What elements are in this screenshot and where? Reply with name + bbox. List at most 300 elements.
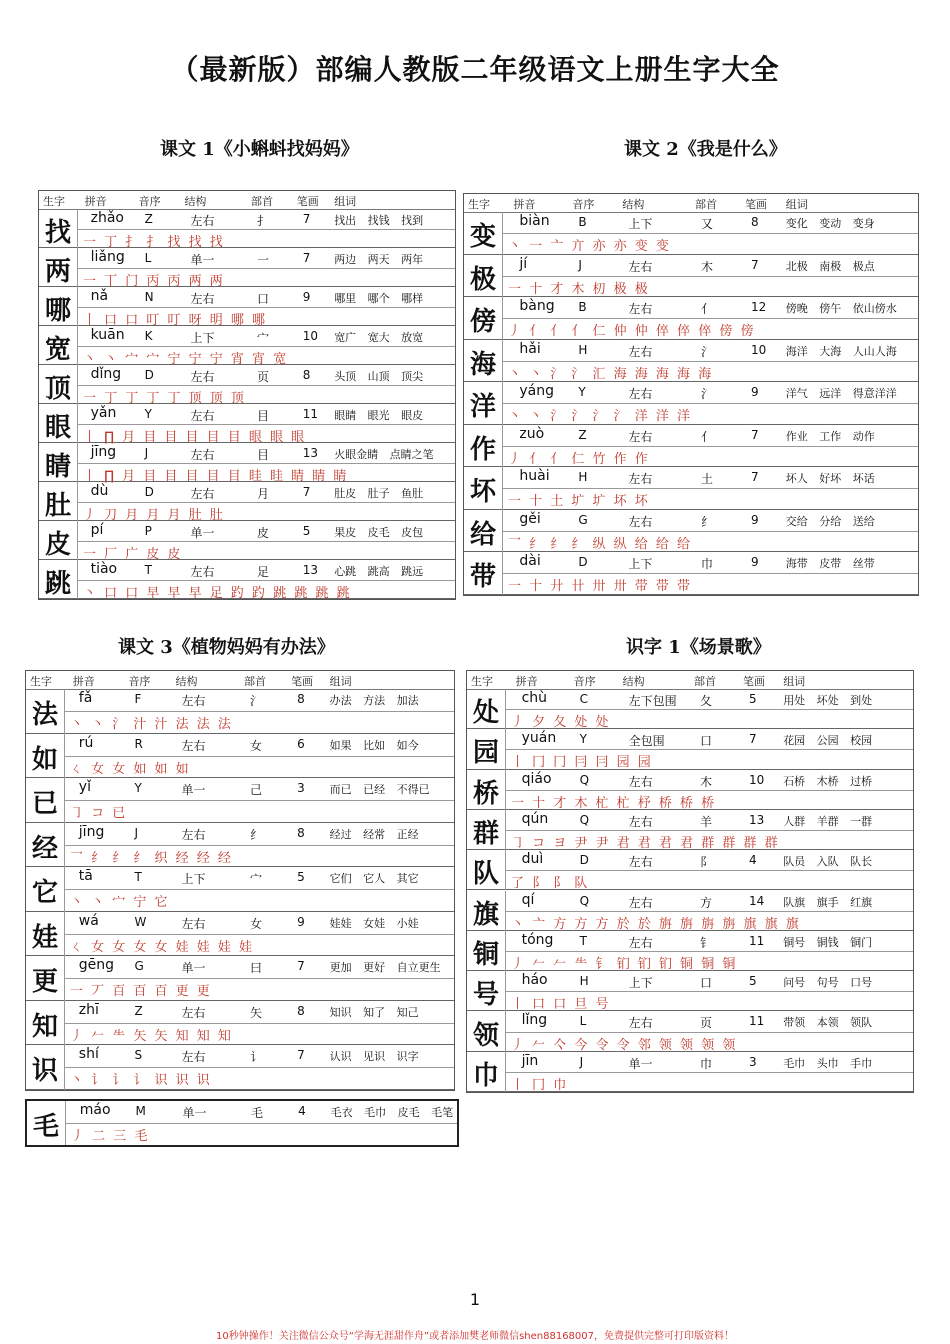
character: 队 <box>472 859 499 890</box>
column-header: 部首 <box>694 675 716 688</box>
row-border <box>26 1089 454 1090</box>
cell-structure: 单一 <box>182 1105 207 1120</box>
column-header: 拼音 <box>515 675 538 688</box>
cell-radical: 亻 <box>701 302 714 316</box>
column-divider <box>502 212 503 255</box>
cell-radical: 女 <box>250 738 263 753</box>
column-header: 结构 <box>184 195 207 208</box>
cell-strokes: 12 <box>750 300 767 314</box>
cell-radical: 氵 <box>701 387 714 401</box>
character: 哪 <box>44 295 71 326</box>
table-row <box>26 912 454 957</box>
cell-initial: Y <box>144 407 153 421</box>
stroke-order: 丿 𠂉 ⺧ 矢 矢 知 知 知 <box>70 1028 233 1044</box>
cell-words: 心跳 跳高 跳远 <box>334 565 424 578</box>
cell-pinyin: jīng <box>90 444 117 460</box>
cell-structure: 全包围 <box>628 734 665 749</box>
cell-initial: Q <box>579 812 590 827</box>
column-header: 拼音 <box>72 675 95 688</box>
cell-pinyin: qí <box>521 891 535 908</box>
stroke-order: 丶 丶 宀 宁 它 <box>70 895 170 911</box>
cell-strokes: 7 <box>750 257 759 272</box>
column-divider <box>505 891 506 931</box>
cell-pinyin: dù <box>90 483 109 499</box>
cell-structure: 左右 <box>628 514 653 529</box>
cell-strokes: 3 <box>297 781 305 795</box>
cell-radical: 矢 <box>250 1005 263 1020</box>
column-divider <box>502 467 503 510</box>
row-divider <box>505 1072 913 1073</box>
table-row <box>26 778 454 823</box>
column-divider <box>505 689 506 729</box>
cell-words: 毛衣 毛巾 皮毛 毛笔 <box>330 1105 454 1119</box>
cell-radical: 皮 <box>257 526 270 540</box>
table-row <box>39 443 455 482</box>
cell-initial: G <box>578 512 588 527</box>
cell-structure: 单一 <box>190 526 215 540</box>
cell-words: 娃娃 女娃 小娃 <box>329 916 419 930</box>
cell-structure: 左右 <box>628 774 653 789</box>
cell-words: 海洋 大海 人山人海 <box>785 344 897 358</box>
cell-pinyin: nǎ <box>90 288 109 304</box>
lesson-title: 课文 1《小蝌蚪找妈妈》 <box>160 139 359 160</box>
cell-pinyin: jí <box>519 255 528 272</box>
column-divider <box>505 770 506 810</box>
table-row <box>39 365 455 404</box>
table-row <box>26 956 454 1001</box>
cell-pinyin: gēng <box>78 957 115 973</box>
cell-words: 傍晚 傍午 依山傍水 <box>785 302 897 315</box>
character: 两 <box>44 256 71 287</box>
cell-radical: 宀 <box>257 331 270 345</box>
stroke-order: 丨 ∏ 月 目 目 目 目 目 眼 眼 眼 <box>83 429 307 445</box>
lesson-title: 识字 1《场景歌》 <box>626 637 771 658</box>
cell-pinyin: kuān <box>90 327 125 343</box>
table-row <box>26 689 454 734</box>
lesson-table <box>463 193 919 596</box>
cell-words: 宽广 宽大 放宽 <box>334 331 424 344</box>
cell-words: 更加 更好 自立更生 <box>329 961 441 974</box>
cell-pinyin: duì <box>521 851 544 868</box>
stroke-order: 丶 丶 氵 氵 汇 海 海 海 海 海 <box>508 366 714 382</box>
cell-words: 变化 变动 变身 <box>785 217 875 230</box>
cell-structure: 左右 <box>628 935 653 950</box>
cell-radical: 夂 <box>700 694 713 708</box>
stroke-order: 丿 二 三 毛 <box>71 1128 150 1144</box>
cell-pinyin: wá <box>78 912 99 929</box>
stroke-order: 丿 𠂉 𠂉 ⺧ 钅 钔 钔 钔 铜 铜 铜 <box>511 956 738 972</box>
stroke-order: 丶 亠 方 方 方 於 於 旃 旃 旃 旃 旗 旗 旗 <box>511 916 801 932</box>
cell-initial: J <box>578 257 582 272</box>
column-header: 部首 <box>251 195 273 208</box>
cell-radical: 女 <box>250 916 263 931</box>
stroke-order: ㄑ 女 女 如 如 如 <box>70 761 191 777</box>
cell-initial: T <box>134 870 142 884</box>
cell-strokes: 13 <box>302 563 319 577</box>
cell-initial: C <box>579 692 588 706</box>
cell-strokes: 13 <box>749 812 765 827</box>
character: 园 <box>472 738 499 769</box>
cell-words: 眼睛 眼光 眼皮 <box>334 409 424 422</box>
column-header: 拼音 <box>513 198 536 211</box>
table-row <box>467 971 913 1011</box>
cell-strokes: 11 <box>749 1014 765 1029</box>
cell-structure: 左右 <box>190 409 215 423</box>
cell-pinyin: gěi <box>519 510 541 527</box>
cell-structure: 单一 <box>628 1056 653 1071</box>
cell-words: 花园 公园 校园 <box>783 734 873 748</box>
cell-pinyin: qún <box>521 810 549 827</box>
cell-initial: D <box>144 368 154 382</box>
cell-pinyin: pí <box>90 522 104 538</box>
cell-initial: P <box>144 524 152 538</box>
character: 娃 <box>31 922 58 953</box>
stroke-order: ㄑ 女 女 女 女 娃 娃 娃 娃 <box>70 939 255 955</box>
column-header: 部首 <box>244 675 266 688</box>
cell-radical: 羊 <box>700 814 713 829</box>
cell-radical: 毛 <box>251 1105 264 1120</box>
cell-initial: Z <box>134 1003 143 1018</box>
column-divider <box>64 956 65 1001</box>
column-header: 笔画 <box>744 198 767 211</box>
column-divider <box>64 912 65 957</box>
row-divider <box>502 276 918 277</box>
cell-words: 用处 坏处 到处 <box>783 694 873 707</box>
cell-radical: 宀 <box>250 872 263 886</box>
table-row <box>464 552 918 595</box>
column-header: 组词 <box>334 195 357 208</box>
cell-strokes: 8 <box>297 692 305 706</box>
cell-structure: 左右 <box>181 1050 206 1064</box>
cell-structure: 左右 <box>181 694 206 708</box>
column-header: 结构 <box>622 198 645 211</box>
cell-initial: Y <box>579 732 587 747</box>
column-divider <box>77 443 78 482</box>
stroke-order: 丶 丶 氵 氵 氵 氵 洋 洋 洋 <box>508 409 693 425</box>
cell-radical: 亻 <box>701 429 714 444</box>
cell-radical: 足 <box>257 565 270 579</box>
row-divider <box>505 951 913 952</box>
cell-words: 队员 入队 队长 <box>783 855 873 869</box>
cell-initial: L <box>144 251 152 265</box>
column-divider <box>502 340 503 383</box>
cell-pinyin: tā <box>78 868 93 884</box>
table-header <box>39 191 455 210</box>
cell-words: 肚皮 肚子 鱼肚 <box>334 487 424 500</box>
cell-structure: 左右 <box>190 448 215 462</box>
cell-radical: 阝 <box>700 855 713 870</box>
column-header: 笔画 <box>296 195 319 208</box>
cell-strokes: 7 <box>297 959 305 973</box>
cell-structure: 左右 <box>628 259 653 274</box>
character: 桥 <box>472 778 499 809</box>
cell-strokes: 4 <box>298 1103 306 1118</box>
cell-words: 头顶 山顶 顶尖 <box>334 370 424 383</box>
character: 号 <box>472 980 499 1011</box>
row-divider <box>502 233 918 234</box>
column-divider <box>77 560 78 599</box>
table-row <box>464 340 918 383</box>
column-header: 组词 <box>783 675 806 688</box>
cell-words: 石桥 木桥 过桥 <box>783 774 873 788</box>
cell-strokes: 7 <box>750 427 759 442</box>
table-header <box>26 671 454 690</box>
table-row <box>39 560 455 599</box>
table-row <box>464 297 918 340</box>
stroke-order: 丶 口 口 早 早 早 足 趵 趵 跳 跳 跳 跳 <box>83 585 352 601</box>
column-divider <box>77 521 78 560</box>
table-row <box>467 931 913 971</box>
cell-pinyin: tiào <box>90 561 118 577</box>
column-divider <box>64 689 65 734</box>
column-divider <box>502 255 503 298</box>
character: 经 <box>31 833 58 864</box>
footer-note: 10秒钟操作！关注微信公众号“学海无涯甜作舟”或者添加樊老师微信shen88168007，免费提供完整可打印版资料！ <box>215 1331 735 1342</box>
row-divider <box>502 318 918 319</box>
lesson-table <box>38 190 456 600</box>
table-row <box>467 1052 913 1092</box>
cell-initial: F <box>134 692 142 706</box>
cell-radical: 纟 <box>701 514 714 529</box>
column-divider <box>65 1101 66 1146</box>
row-divider <box>64 978 454 979</box>
stroke-order: 丿 𠂉 亽 今 令 令 邻 领 领 领 领 <box>511 1037 738 1053</box>
cell-initial: D <box>578 555 588 569</box>
character: 铜 <box>472 939 499 970</box>
stroke-order: 丨 冂 冂 冃 冃 园 园 <box>511 755 653 771</box>
column-divider <box>77 248 78 287</box>
cell-structure: 左右 <box>628 855 653 870</box>
column-divider <box>77 404 78 443</box>
cell-radical: 巾 <box>701 557 714 571</box>
stroke-order: 一 十 才 木 杧 杧 杼 桥 桥 桥 <box>511 795 717 811</box>
cell-strokes: 5 <box>297 870 305 884</box>
cell-strokes: 9 <box>302 290 311 304</box>
cell-structure: 左右 <box>190 292 215 306</box>
cell-initial: T <box>144 563 153 577</box>
row-divider <box>64 845 454 846</box>
cell-strokes: 11 <box>749 933 765 948</box>
column-header: 音序 <box>128 675 151 688</box>
row-divider <box>64 1023 454 1024</box>
row-divider <box>502 403 918 404</box>
column-header: 拼音 <box>84 195 107 208</box>
cell-pinyin: liǎng <box>90 249 125 265</box>
cell-radical: 纟 <box>250 827 263 842</box>
stroke-order: 一 丅 门 丙 丙 两 两 <box>83 273 225 289</box>
column-divider <box>64 1001 65 1046</box>
character: 海 <box>469 349 496 380</box>
character: 巾 <box>472 1060 499 1091</box>
stroke-order: ㇆ コ 已 <box>70 806 128 822</box>
stroke-order: 一 十 廾 卄 卅 卅 带 带 带 <box>508 579 693 595</box>
table-row <box>464 510 918 553</box>
stroke-order: 丿 刀 月 月 月 肚 肚 <box>83 507 225 523</box>
cell-words: 它们 它人 其它 <box>329 872 419 885</box>
column-divider <box>505 850 506 890</box>
character: 如 <box>31 744 58 775</box>
table-row <box>39 521 455 560</box>
cell-structure: 左右 <box>628 387 653 401</box>
cell-words: 海带 皮带 丝带 <box>785 557 875 570</box>
cell-initial: B <box>578 215 587 229</box>
cell-words: 知识 知了 知己 <box>329 1005 419 1019</box>
stroke-order: 丿 亻 亻 仁 竹 作 作 <box>508 451 650 467</box>
table-row <box>464 255 918 298</box>
cell-strokes: 5 <box>302 524 311 538</box>
cell-words: 带领 本领 领队 <box>783 1016 873 1030</box>
page-number: 1 <box>469 1290 481 1309</box>
cell-radical: 扌 <box>257 214 270 228</box>
cell-initial: T <box>579 933 587 948</box>
cell-strokes: 13 <box>302 446 319 460</box>
cell-words: 铜号 铜钱 铜门 <box>783 935 873 949</box>
cell-strokes: 7 <box>297 1048 305 1062</box>
row-divider <box>64 711 454 712</box>
table-header <box>467 671 913 690</box>
stroke-order: 一 丁 扌 扌 找 找 找 <box>83 234 225 250</box>
cell-structure: 左右 <box>628 429 653 444</box>
cell-strokes: 7 <box>302 251 311 265</box>
column-divider <box>77 287 78 326</box>
cell-pinyin: shí <box>78 1046 99 1062</box>
column-divider <box>64 1045 65 1090</box>
stroke-order: 一 十 土 圹 圹 坏 坏 <box>508 494 650 510</box>
column-header: 生字 <box>471 675 493 688</box>
cell-initial: J <box>134 825 138 840</box>
row-divider <box>64 889 454 890</box>
cell-strokes: 9 <box>750 385 759 399</box>
cell-words: 果皮 皮毛 皮包 <box>334 526 424 539</box>
cell-strokes: 7 <box>750 470 759 484</box>
character: 识 <box>31 1056 58 1087</box>
character: 睛 <box>44 451 71 482</box>
lesson-table <box>466 670 914 1093</box>
cell-pinyin: qiáo <box>521 770 552 787</box>
cell-initial: R <box>134 736 143 751</box>
table-row <box>39 248 455 287</box>
cell-initial: J <box>579 1054 584 1069</box>
cell-strokes: 8 <box>297 1003 305 1018</box>
column-divider <box>502 382 503 425</box>
cell-radical: 氵 <box>250 694 263 708</box>
stroke-order: 丶 丶 宀 宀 宁 宁 宁 宵 宵 宽 <box>83 351 289 367</box>
cell-pinyin: hǎi <box>519 340 541 357</box>
cell-pinyin: bàng <box>519 298 555 314</box>
cell-structure: 左右 <box>628 814 653 829</box>
column-divider <box>505 971 506 1011</box>
cell-pinyin: zhī <box>78 1001 99 1018</box>
cell-radical: 曰 <box>250 961 263 975</box>
cell-words: 认识 见识 识字 <box>329 1050 419 1063</box>
table-row <box>464 425 918 468</box>
cell-radical: 页 <box>257 370 270 384</box>
cell-words: 坏人 好坏 坏话 <box>785 472 875 485</box>
row-divider <box>505 709 913 710</box>
column-divider <box>502 425 503 468</box>
cell-words: 毛巾 头巾 手巾 <box>783 1056 873 1070</box>
table-row <box>26 1045 454 1090</box>
column-header: 结构 <box>175 675 198 688</box>
cell-words: 人群 羊群 一群 <box>783 814 873 828</box>
character: 极 <box>469 264 496 295</box>
cell-radical: 钅 <box>700 935 713 950</box>
cell-structure: 左右 <box>628 302 653 316</box>
cell-pinyin: háo <box>521 972 548 989</box>
table-row <box>39 326 455 365</box>
cell-pinyin: lǐng <box>521 1012 548 1029</box>
cell-pinyin: zhǎo <box>90 210 124 226</box>
cell-initial: J <box>144 446 149 460</box>
cell-words: 作业 工作 动作 <box>785 429 875 443</box>
row-divider <box>505 749 913 750</box>
table-row <box>26 867 454 912</box>
cell-words: 火眼金睛 点睛之笔 <box>334 448 434 461</box>
cell-structure: 左右 <box>628 472 653 486</box>
table-row <box>26 734 454 779</box>
character: 知 <box>31 1011 58 1042</box>
cell-structure: 左右 <box>181 916 206 931</box>
cell-structure: 左右 <box>181 738 206 753</box>
cell-initial: N <box>144 290 154 304</box>
character: 领 <box>472 1020 499 1051</box>
row-divider <box>502 488 918 489</box>
row-divider <box>64 756 454 757</box>
stroke-order: 乛 纟 纟 纟 织 经 经 经 <box>70 850 233 866</box>
cell-words: 交给 分给 送给 <box>785 514 875 528</box>
cell-pinyin: yǐ <box>78 779 91 795</box>
cell-initial: B <box>578 300 587 314</box>
cell-radical: 土 <box>701 472 714 486</box>
cell-strokes: 8 <box>750 215 759 229</box>
table-row <box>39 287 455 326</box>
character: 已 <box>31 789 58 820</box>
cell-initial: H <box>579 974 589 989</box>
character: 群 <box>472 819 499 850</box>
row-divider <box>505 1032 913 1033</box>
row-divider <box>502 531 918 532</box>
cell-strokes: 9 <box>750 555 759 569</box>
cell-pinyin: dǐng <box>90 366 122 382</box>
cell-initial: Q <box>579 893 590 908</box>
stroke-order: 丨 口 口 旦 号 <box>511 997 611 1013</box>
column-divider <box>505 1011 506 1051</box>
column-header: 部首 <box>695 198 717 211</box>
cell-pinyin: tóng <box>521 931 554 948</box>
cell-pinyin: rú <box>78 734 94 751</box>
cell-radical: 木 <box>701 259 714 274</box>
cell-strokes: 6 <box>297 736 305 751</box>
character: 跳 <box>44 568 71 599</box>
table-row <box>39 404 455 443</box>
column-divider <box>502 552 503 595</box>
cell-strokes: 7 <box>302 212 311 226</box>
cell-radical: 方 <box>700 895 713 910</box>
cell-structure: 上下 <box>628 217 653 231</box>
stroke-order: 丨 ∏ 月 目 目 目 目 目 眭 眭 睛 睛 睛 <box>83 468 349 484</box>
cell-strokes: 14 <box>749 893 765 908</box>
row-divider <box>64 934 454 935</box>
cell-initial: Y <box>134 781 142 795</box>
cell-pinyin: huài <box>519 468 550 484</box>
cell-pinyin: zuò <box>519 425 545 442</box>
cell-structure: 左下包围 <box>628 694 677 708</box>
cell-initial: L <box>579 1014 587 1029</box>
table-row <box>467 729 913 769</box>
cell-words: 找出 找钱 找到 <box>334 214 424 227</box>
column-divider <box>505 931 506 971</box>
stroke-order: 一 丁 丁 丁 丁 顶 顶 顶 <box>83 390 246 406</box>
